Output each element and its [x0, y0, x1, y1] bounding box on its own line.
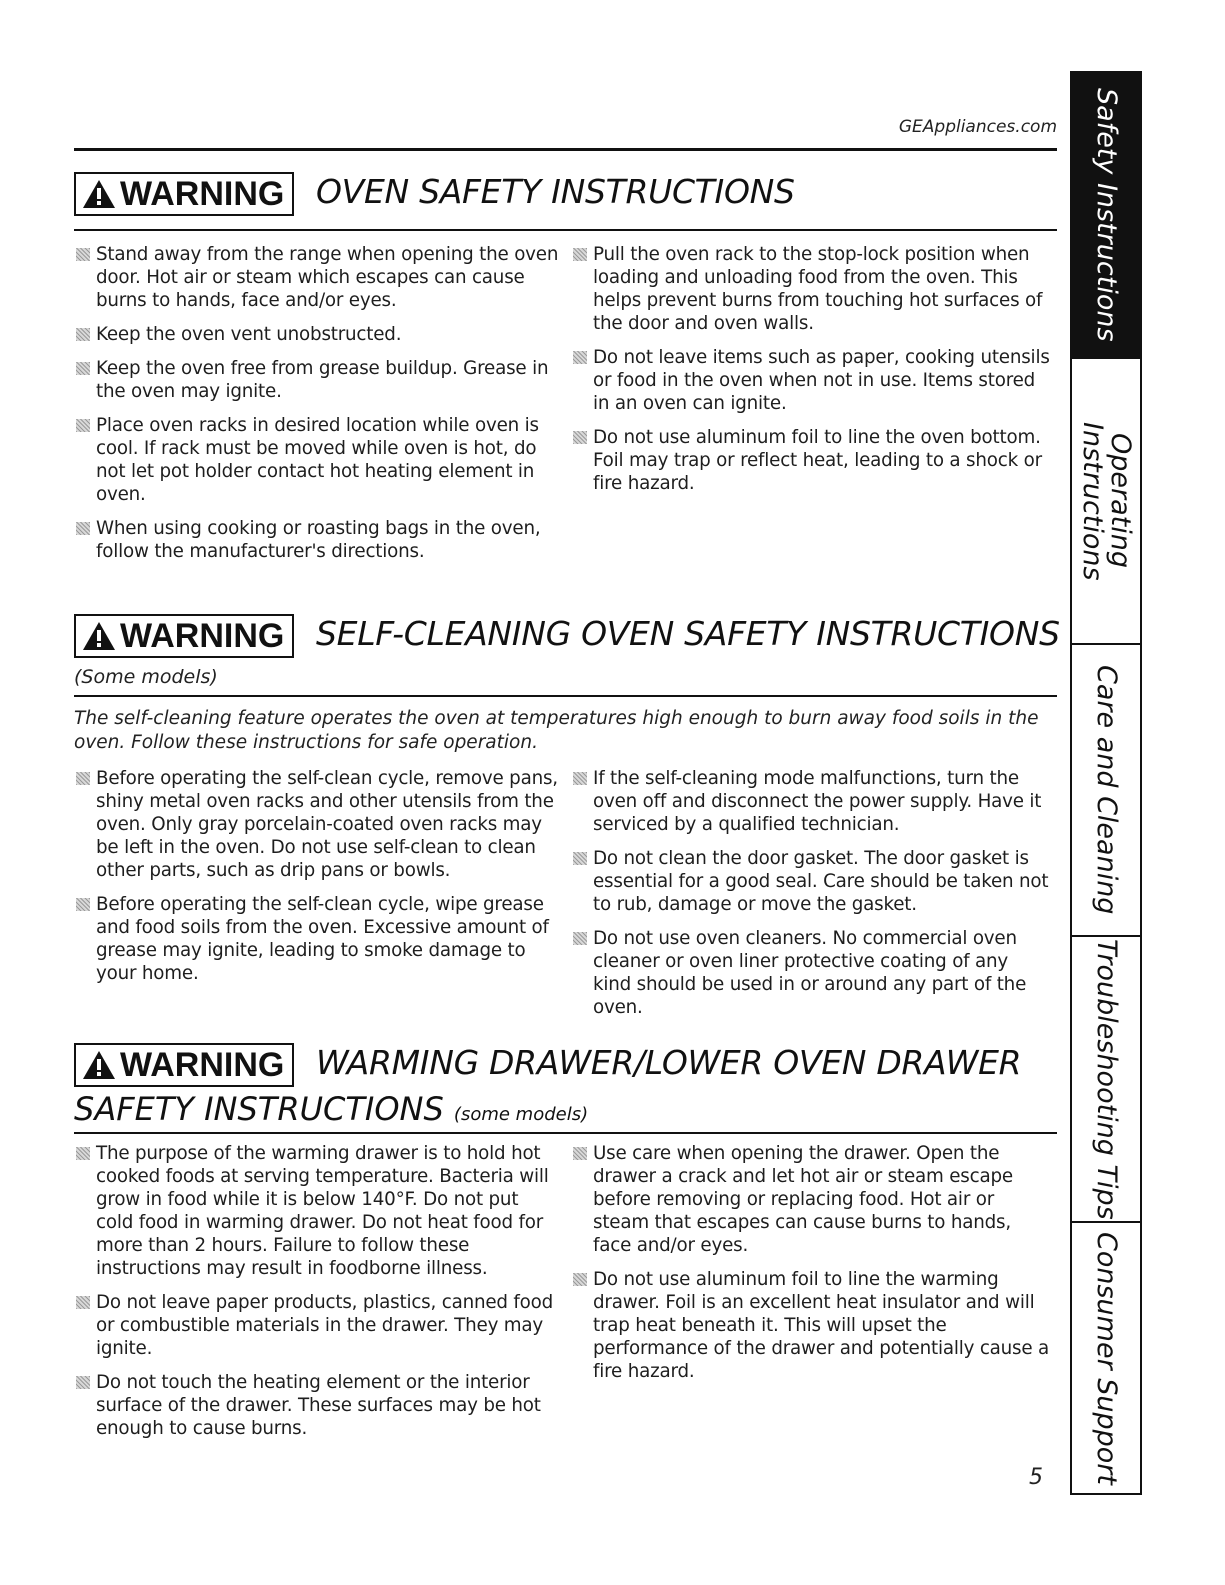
list-item: Do not use oven cleaners. No commercial oven cleaner or oven liner protective coating of any kind should be used in or around any part of the oven. — [571, 927, 1051, 1019]
tab-troubleshooting-tips[interactable]: Troubleshooting Tips — [1072, 937, 1140, 1223]
tab-consumer-support[interactable]: Consumer Support — [1091, 1231, 1122, 1485]
website-url: GEAppliances.com — [898, 117, 1057, 137]
top-rule — [74, 148, 1057, 151]
self-clean-right-column — [571, 767, 1051, 1030]
warning-triangle-icon — [82, 178, 116, 210]
list-item: Use care when opening the drawer. Open the drawer a crack and let hot air or steam escape before removing or replacing food. Hot air or steam that escapes can cause burns to hands, face and/or eyes. — [571, 1142, 1051, 1257]
warning-badge-self-clean — [74, 614, 294, 658]
section-tab-bar — [1070, 71, 1142, 1495]
tab-safety-instructions[interactable]: Safety Instructions — [1072, 73, 1140, 359]
warning-badge-drawer — [74, 1043, 294, 1087]
list-item: Do not use aluminum foil to line the warming drawer. Foil is an excellent heat insulator and will trap heat beneath it. This will upset the performance of the drawer and potentially cause a fire hazard. — [571, 1268, 1051, 1383]
models-note: (Some models) — [74, 666, 218, 688]
list-item: The purpose of the warming drawer is to hold hot cooked foods at serving temperature. Bacteria will grow in food while it is below 140°F. Do not put cold food in warming drawer. Do not heat food for more than 2 hours. Failure to follow these instructions may result in foodborne illness. — [74, 1142, 559, 1280]
section-rule — [74, 1132, 1057, 1134]
list-item: Do not leave items such as paper, cooking utensils or food in the oven when not in use. Items stored in an oven can ignite. — [571, 346, 1051, 415]
oven-left-column — [74, 243, 559, 574]
oven-right-column — [571, 243, 1051, 506]
section-title-self-clean: SELF-CLEANING OVEN SAFETY INSTRUCTIONS — [316, 614, 1060, 653]
list-item: Do not touch the heating element or the interior surface of the drawer. These surfaces may be hot enough to cause burns. — [74, 1371, 559, 1440]
list-item: Before operating the self-clean cycle, wipe grease and food soils from the oven. Excessive amount of grease may ignite, leading to smoke damage to your home. — [74, 893, 559, 985]
section-title-drawer: WARMING DRAWER/LOWER OVEN DRAWER — [316, 1043, 1022, 1082]
warning-triangle-icon — [82, 1049, 116, 1081]
drawer-left-column — [74, 1142, 559, 1451]
section-title-oven: OVEN SAFETY INSTRUCTIONS — [316, 172, 795, 211]
drawer-right-column — [571, 1142, 1051, 1394]
tab-care-and-cleaning[interactable]: Care and Cleaning — [1072, 645, 1140, 937]
warning-triangle-icon — [82, 620, 116, 652]
list-item: Do not use aluminum foil to line the oven bottom. Foil may trap or reflect heat, leading to a shock or fire hazard. — [571, 426, 1051, 495]
warning-badge-oven — [74, 172, 294, 216]
list-item: Keep the oven free from grease buildup. Grease in the oven may ignite. — [74, 357, 559, 403]
section-rule — [74, 695, 1057, 697]
list-item: Do not clean the door gasket. The door gasket is essential for a good seal. Care should be taken not to rub, damage or move the gasket. — [571, 847, 1051, 916]
list-item: Do not leave paper products, plastics, canned food or combustible materials in the drawer. They may ignite. — [74, 1291, 559, 1360]
models-note: (some models) — [453, 1104, 589, 1125]
list-item: Before operating the self-clean cycle, remove pans, shiny metal oven racks and other utensils from the oven. Only gray porcelain-coated oven racks may be left in the oven. Do not use self-clean to clean other parts, such as drip pans or bowls. — [74, 767, 559, 882]
list-item: If the self-cleaning mode malfunctions, turn the oven off and disconnect the power supply. Have it serviced by a qualified technician. — [571, 767, 1051, 836]
warning-label: WARNING — [120, 1046, 285, 1084]
section-title-drawer-line2: SAFETY INSTRUCTIONS (some models) — [74, 1090, 589, 1128]
tab-operating-instructions[interactable]: Operating Instructions — [1072, 359, 1140, 645]
list-item: Pull the oven rack to the stop-lock position when loading and unloading food from the oven. This helps prevent burns from touching hot surfaces of the door and oven walls. — [571, 243, 1051, 335]
list-item: When using cooking or roasting bags in the oven, follow the manufacturer's directions. — [74, 517, 559, 563]
self-clean-left-column — [74, 767, 559, 996]
list-item: Keep the oven vent unobstructed. — [74, 323, 559, 346]
warning-label: WARNING — [120, 617, 285, 655]
warning-label: WARNING — [120, 175, 285, 213]
page-number: 5 — [1029, 1465, 1043, 1490]
section-intro: The self-cleaning feature operates the oven at temperatures high enough to burn away food soils in the oven. Follow these instructions for safe operation. — [74, 708, 1039, 753]
section-rule — [74, 229, 1057, 231]
list-item: Place oven racks in desired location while oven is cool. If rack must be moved while oven is hot, do not let pot holder contact hot heating element in oven. — [74, 414, 559, 506]
list-item: Stand away from the range when opening the oven door. Hot air or steam which escapes can cause burns to hands, face and/or eyes. — [74, 243, 559, 312]
